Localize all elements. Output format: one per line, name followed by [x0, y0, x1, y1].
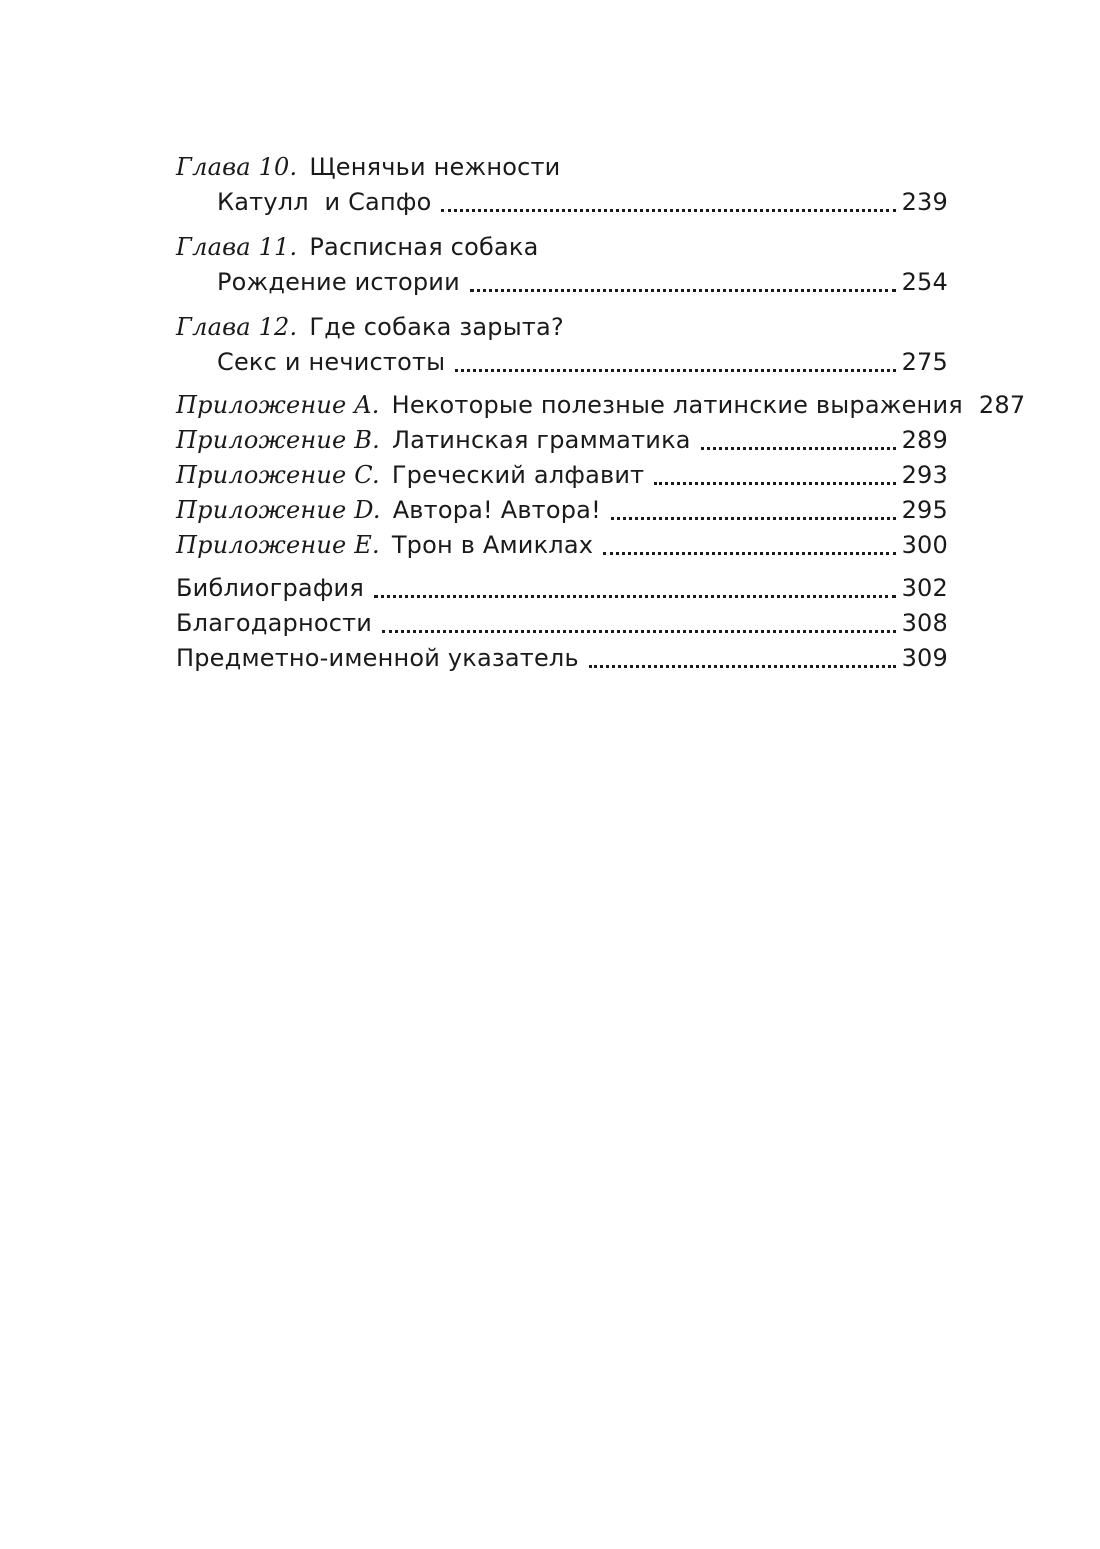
table-of-contents — [176, 150, 1026, 676]
appendix-label: Приложение A. — [176, 391, 380, 419]
dot-leader — [589, 665, 896, 668]
backmatter-title: Предметно-именной указатель — [176, 644, 579, 672]
appendix-title: Автора! Автора! — [392, 496, 601, 524]
page-number: 293 — [901, 461, 948, 489]
appendix-title: Трон в Амиклах — [391, 531, 594, 559]
backmatter-title: Библиография — [176, 574, 364, 602]
appendix-title: Некоторые полезные латинские выражения — [391, 391, 963, 419]
chapter-label: Глава 11. — [176, 233, 298, 261]
page-number: 300 — [901, 531, 948, 559]
dot-leader — [603, 552, 895, 555]
spacer — [176, 563, 948, 571]
toc-entry[interactable] — [176, 265, 948, 300]
page-number: 302 — [901, 574, 948, 602]
appendix-label: Приложение B. — [176, 426, 380, 454]
page-number: 287 — [978, 391, 1026, 419]
dot-leader — [441, 209, 895, 212]
page-number: 295 — [901, 496, 948, 524]
toc-entry[interactable] — [176, 458, 948, 493]
page-number: 239 — [901, 188, 948, 216]
chapter-label: Глава 10. — [176, 153, 298, 181]
spacer — [176, 300, 948, 310]
page-number: 309 — [901, 644, 948, 672]
toc-entry[interactable] — [176, 345, 948, 380]
dot-leader — [654, 482, 895, 485]
chapter-title: Расписная собака — [309, 233, 539, 261]
appendix-title: Латинская грамматика — [391, 426, 691, 454]
toc-entry[interactable] — [176, 528, 948, 563]
page-number: 254 — [901, 268, 948, 296]
toc-entry[interactable] — [176, 388, 1026, 423]
dot-leader — [382, 630, 895, 633]
appendix-label: Приложение E. — [176, 531, 380, 559]
dot-leader — [701, 447, 896, 450]
toc-entry[interactable] — [176, 641, 948, 676]
page-number: 289 — [901, 426, 948, 454]
chapter-subtitle: Секс и нечистоты — [217, 348, 446, 376]
page-number: 275 — [901, 348, 948, 376]
toc-entry[interactable] — [176, 606, 948, 641]
spacer — [176, 380, 948, 388]
spacer — [176, 220, 948, 230]
chapter-title: Щенячьи нежности — [309, 153, 561, 181]
toc-entry[interactable] — [176, 185, 948, 220]
dot-leader — [374, 595, 896, 598]
chapter-title: Где собака зарыта? — [309, 313, 564, 341]
dot-leader — [470, 289, 896, 292]
appendix-title: Греческий алфавит — [391, 461, 645, 489]
chapter-heading — [176, 150, 948, 185]
chapter-heading — [176, 310, 948, 345]
toc-entry[interactable] — [176, 571, 948, 606]
chapter-heading — [176, 230, 948, 265]
chapter-subtitle: Катулл и Сапфо — [217, 188, 432, 216]
backmatter-title: Благодарности — [176, 609, 373, 637]
appendix-label: Приложение D. — [176, 496, 381, 524]
appendix-label: Приложение C. — [176, 461, 380, 489]
toc-entry[interactable] — [176, 493, 948, 528]
dot-leader — [455, 369, 895, 372]
chapter-label: Глава 12. — [176, 313, 298, 341]
chapter-subtitle: Рождение истории — [217, 268, 460, 296]
toc-entry[interactable] — [176, 423, 948, 458]
dot-leader — [611, 517, 896, 520]
page-number: 308 — [901, 609, 948, 637]
